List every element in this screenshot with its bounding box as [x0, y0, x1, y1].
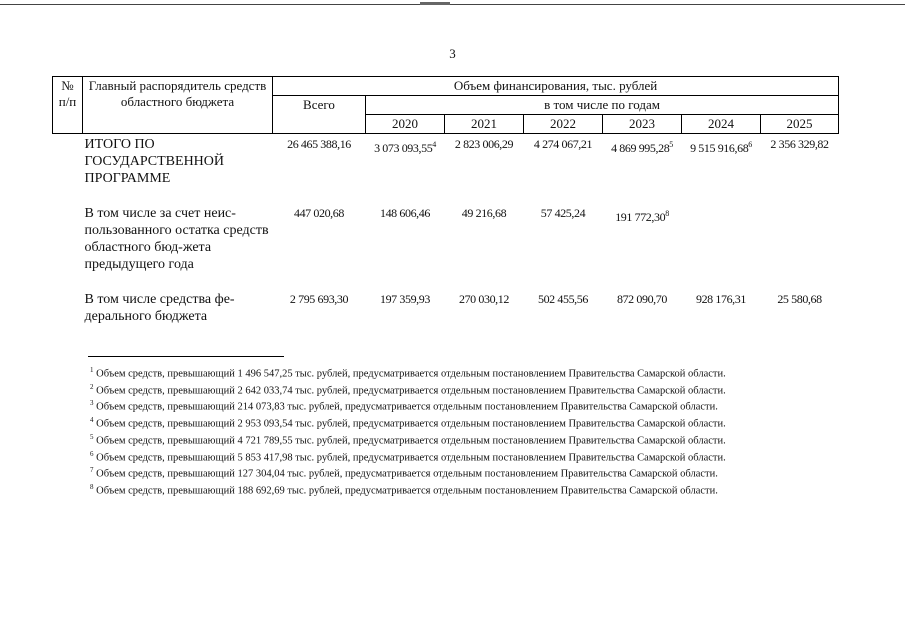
- header-distributor: Главный распорядитель средств областного бюджета: [83, 77, 273, 134]
- footnotes: [90, 364, 870, 498]
- table-row: [53, 289, 839, 341]
- row-year-value: [603, 134, 682, 204]
- footnote: [90, 364, 870, 381]
- cell-value: 502 455,56: [537, 292, 588, 306]
- table-row: [53, 203, 839, 289]
- cell-value: 57 425,24: [540, 206, 586, 220]
- financing-table: [52, 76, 839, 341]
- footnote-text: Объем средств, превышающий 127 304,04 тыс. рублей, предусматривается отдельным постановлением Правительства Самарской области.: [96, 468, 718, 480]
- header-year: 2021: [445, 115, 524, 134]
- row-year-value: [445, 289, 524, 341]
- header-funding: Объем финансирования, тыс. рублей: [273, 77, 839, 96]
- footnote-text: Объем средств, превышающий 5 853 417,98 тыс. рублей, предусматривается отдельным постановлением Правительства Самарской области.: [96, 452, 726, 464]
- header-year: 2020: [366, 115, 445, 134]
- cell-value: 148 606,46: [379, 206, 430, 220]
- row-year-value: [366, 289, 445, 341]
- cell-value: 872 090,70: [616, 292, 667, 306]
- row-year-value: [524, 203, 603, 289]
- footnote-number: 4: [90, 416, 94, 425]
- row-number-cell: [53, 134, 83, 204]
- footnote-number: 6: [90, 449, 94, 458]
- footnote: [90, 464, 870, 481]
- cell-value: 191 772,30: [615, 210, 666, 224]
- row-name: В том числе средства фе-дерального бюджета: [84, 292, 235, 324]
- footnote: [90, 397, 870, 414]
- row-year-value: [524, 134, 603, 204]
- row-year-value: [366, 134, 445, 204]
- page-number: 3: [449, 46, 456, 61]
- footnote-number: 1: [90, 366, 94, 374]
- footnote-separator: [88, 356, 284, 357]
- row-year-value: [682, 203, 761, 289]
- footnote-number: 8: [90, 482, 94, 491]
- cell-value: 197 359,93: [379, 292, 430, 306]
- header-year: 2022: [524, 115, 603, 134]
- row-year-value: [761, 134, 839, 204]
- footnote-number: 5: [90, 432, 94, 441]
- header-row-number: № п/п: [53, 77, 83, 134]
- row-year-value: [603, 289, 682, 341]
- header-year: 2025: [761, 115, 839, 134]
- footnote-ref: 6: [748, 140, 752, 149]
- cell-value: 928 176,31: [695, 292, 746, 306]
- footnote: [90, 448, 870, 465]
- header-year: 2023: [603, 115, 682, 134]
- cell-value: 4 869 995,28: [611, 141, 670, 155]
- footnote-text: Объем средств, превышающий 2 953 093,54 тыс. рублей, предусматривается отдельным постановлением Правительства Самарской области.: [96, 418, 726, 430]
- footnote-number: 7: [90, 466, 94, 475]
- row-year-value: [445, 203, 524, 289]
- row-number-cell: [53, 289, 83, 341]
- footnote-text: Объем средств, превышающий 4 721 789,55 тыс. рублей, предусматривается отдельным постановлением Правительства Самарской области.: [96, 435, 726, 447]
- footnote-text: Объем средств, превышающий 2 642 033,74 тыс. рублей, предусматривается отдельным постановлением Правительства Самарской области.: [96, 385, 726, 397]
- row-name: В том числе за счет неис-пользованного остатка средств областного бюд-жета предыдущего года: [84, 206, 269, 272]
- row-total: 447 020,68: [293, 206, 344, 220]
- row-year-value: [366, 203, 445, 289]
- row-year-value: [682, 289, 761, 341]
- footnote-ref: 5: [669, 140, 673, 149]
- footnote: [90, 414, 870, 431]
- row-year-value: [682, 134, 761, 204]
- row-year-value: [761, 289, 839, 341]
- row-year-value: [524, 289, 603, 341]
- footnote-text: Объем средств, превышающий 188 692,69 тыс. рублей, предусматривается отдельным постановлением Правительства Самарской области.: [96, 485, 718, 497]
- footnote-number: 2: [90, 382, 94, 391]
- cell-value: 3 073 093,55: [374, 141, 433, 155]
- top-border-line: [0, 4, 905, 5]
- cell-value: 2 823 006,29: [454, 137, 514, 151]
- header-by-years: в том числе по годам: [366, 96, 839, 115]
- table-row: [53, 134, 839, 204]
- footnote-ref: 8: [665, 209, 669, 218]
- cell-value: 25 580,68: [777, 292, 822, 306]
- footnote-text: Объем средств, превышающий 214 073,83 тыс. рублей, предусматривается отдельным постановлением Правительства Самарской области.: [96, 401, 718, 413]
- row-year-value: [445, 134, 524, 204]
- row-total: 26 465 388,16: [287, 137, 351, 151]
- cell-value: 4 274 067,21: [533, 137, 593, 151]
- row-year-value: [761, 203, 839, 289]
- footnote-text: Объем средств, превышающий 1 496 547,25 тыс. рублей, предусматривается отдельным постановлением Правительства Самарской области.: [96, 368, 726, 380]
- footnote-number: 3: [90, 399, 94, 408]
- top-scan-mark: [420, 2, 450, 5]
- cell-value: 270 030,12: [458, 292, 509, 306]
- row-total: 2 795 693,30: [289, 292, 349, 306]
- header-year: 2024: [682, 115, 761, 134]
- cell-value: 49 216,68: [461, 206, 507, 220]
- cell-value: 2 356 329,82: [770, 137, 829, 151]
- footnote: [90, 481, 870, 498]
- cell-value: 9 515 916,68: [690, 141, 749, 155]
- footnote-ref: 4: [432, 140, 436, 149]
- row-number-cell: [53, 203, 83, 289]
- row-year-value: [603, 203, 682, 289]
- footnote: [90, 431, 870, 448]
- header-total: Всего: [273, 96, 366, 134]
- row-name: ИТОГО ПО ГОСУДАРСТВЕННОЙ ПРОГРАММЕ: [84, 137, 225, 186]
- footnote: [90, 381, 870, 398]
